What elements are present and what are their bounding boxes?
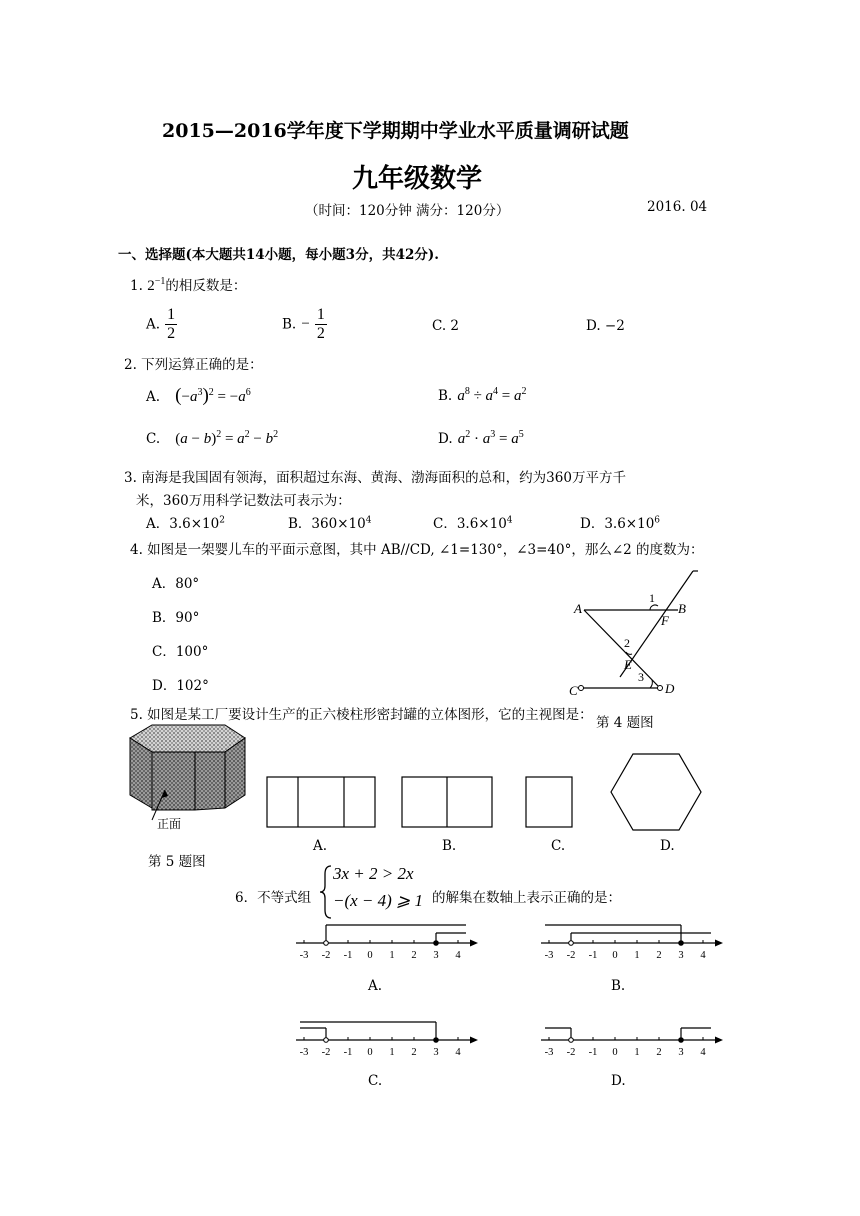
q4-figure-caption: 第 4 题图 — [596, 715, 654, 731]
option-4d[interactable]: D．102° — [152, 678, 209, 694]
tick-label: -3 — [544, 950, 554, 961]
tick-label: -2 — [321, 1047, 331, 1058]
endpoint-dot — [679, 941, 684, 946]
option-4c[interactable]: C．100° — [152, 644, 209, 660]
tick-label: -2 — [321, 950, 331, 961]
question-3-line-1: 3. 南海是我国固有领海，面积超过东海、黄海、渤海面积的总和，约为360万平方千 — [124, 470, 626, 486]
system-line-2: −(x − 4) ⩾ 1 — [333, 891, 424, 910]
question-3-line-2: 米，360万用科学记数法可表示为： — [136, 493, 351, 509]
axis-arrow — [470, 940, 478, 947]
exam-date: 2016. 04 — [647, 199, 708, 215]
exam-info: （时间：120分钟 满分：120分） — [305, 203, 510, 219]
tick-label: 3 — [433, 1047, 439, 1058]
option-5a-figure[interactable] — [265, 775, 377, 829]
tick-label: 2 — [656, 1047, 662, 1058]
tick-label: -1 — [343, 950, 353, 961]
math-expression: $(-a^3)^2 = -a^6$ — [175, 385, 251, 406]
option-2d[interactable] — [438, 428, 524, 448]
option-3b[interactable]: B．$360\times 10^4$ — [288, 515, 372, 532]
point-label-f: F — [661, 613, 669, 628]
question-1-stem: 的相反数是： — [165, 278, 247, 294]
q5-figure-caption: 第 5 题图 — [148, 854, 206, 870]
tick-label: 4 — [455, 1047, 461, 1058]
number-line-d[interactable] — [535, 1012, 725, 1082]
angle-label-2: 2 — [624, 636, 630, 650]
tick-label: 2 — [411, 950, 417, 961]
tick-label: -1 — [588, 950, 598, 961]
option-2b[interactable] — [438, 385, 527, 405]
question-6-suffix: 的解集在数轴上表示正确的是： — [432, 890, 621, 906]
option-label: D. — [438, 431, 453, 447]
option-2c[interactable] — [146, 428, 278, 448]
tick-label: 0 — [367, 950, 373, 961]
tick-label: 3 — [433, 950, 439, 961]
system-line-1: 3x + 2 > 2x — [333, 864, 414, 883]
option-5d-figure[interactable] — [608, 750, 704, 834]
question-2: 2. 下列运算正确的是： — [124, 357, 263, 373]
tick-label: 3 — [678, 1047, 684, 1058]
point-label-e: E — [624, 657, 632, 672]
tick-label: -3 — [299, 950, 309, 961]
math-expression: $a^8 \div a^4 = a^2$ — [457, 386, 527, 404]
endpoint-dot — [569, 1038, 574, 1043]
tick-label: 4 — [455, 950, 461, 961]
endpoint-dot — [679, 1038, 684, 1043]
option-1d[interactable]: D. −2 — [586, 318, 625, 334]
tick-label: -3 — [299, 1047, 309, 1058]
option-5a-label[interactable]: A. — [313, 838, 328, 854]
option-1b[interactable] — [282, 306, 327, 343]
tick-label: 1 — [634, 1047, 640, 1058]
option-5c-figure[interactable] — [524, 775, 574, 829]
axis-arrow — [715, 1037, 723, 1044]
point-label-b: B — [678, 601, 686, 616]
axis-arrow — [715, 940, 723, 947]
question-1-number: 1. — [130, 278, 143, 294]
option-6a-label[interactable]: A. — [368, 978, 383, 994]
number-line-a[interactable] — [290, 915, 480, 985]
number-line-c[interactable] — [290, 1012, 480, 1082]
question-6-prefix: 6．不等式组 — [235, 890, 312, 906]
tick-label: -1 — [588, 1047, 598, 1058]
endpoint-dot — [569, 941, 574, 946]
point-label-d: D — [665, 681, 675, 696]
point-label-c: C — [569, 683, 578, 698]
option-5b-figure[interactable] — [400, 775, 494, 829]
tick-label: 0 — [612, 950, 618, 961]
endpoint-dot — [434, 941, 439, 946]
option-6d-label[interactable]: D. — [611, 1073, 626, 1089]
tick-label: 2 — [656, 950, 662, 961]
tick-label: 0 — [612, 1047, 618, 1058]
fraction: $\frac{1}{2}$ — [316, 306, 325, 342]
tick-label: -3 — [544, 1047, 554, 1058]
axis-arrow — [470, 1037, 478, 1044]
option-label: C. — [146, 431, 161, 447]
angle-label-3: 3 — [638, 670, 644, 684]
option-4a[interactable]: A．80° — [152, 576, 200, 592]
tick-label: -2 — [566, 950, 576, 961]
front-label: 正面 — [157, 817, 182, 831]
option-2a[interactable] — [146, 385, 251, 407]
hexagonal-prism-figure — [125, 720, 255, 835]
option-label: A. — [146, 389, 161, 405]
option-label: B. — [438, 388, 453, 404]
option-5c-label[interactable]: C. — [551, 838, 566, 854]
subject-title: 九年级数学 — [352, 164, 483, 194]
question-4: 4. 如图是一架婴儿车的平面示意图，其中 AB//CD, ∠1=130°，∠3=40°，那么∠2 的度数为： — [130, 542, 704, 558]
option-4b[interactable]: B．90° — [152, 610, 200, 626]
option-6b-label[interactable]: B. — [611, 978, 626, 994]
fraction: $\frac{1}{2}$ — [167, 306, 176, 342]
tick-label: -1 — [343, 1047, 353, 1058]
option-6c-label[interactable]: C. — [368, 1073, 383, 1089]
option-5b-label[interactable]: B. — [442, 838, 457, 854]
option-1c[interactable]: C. 2 — [432, 318, 460, 334]
tick-label: 2 — [411, 1047, 417, 1058]
endpoint-dot — [324, 1038, 329, 1043]
tick-label: -2 — [566, 1047, 576, 1058]
system-brace — [319, 864, 333, 920]
option-label: A. — [146, 316, 161, 333]
tick-label: 4 — [700, 950, 706, 961]
math-expression: $2^{-1}$ — [147, 276, 166, 294]
option-3c[interactable]: C．$3.6\times 10^4$ — [433, 515, 513, 532]
option-label: B. — [282, 316, 297, 333]
endpoint-dot — [434, 1038, 439, 1043]
question-5: 5. 如图是某工厂要设计生产的正六棱柱形密封罐的立体图形，它的主视图是： — [130, 707, 593, 723]
endpoint-dot — [324, 941, 329, 946]
math-expression: $a^2 \cdot a^3 = a^5$ — [457, 429, 524, 447]
angle-label-1: 1 — [649, 591, 655, 605]
minus-sign: − — [301, 316, 310, 332]
tick-label: 1 — [389, 1047, 395, 1058]
q4-stroller-figure — [560, 565, 710, 705]
tick-label: 4 — [700, 1047, 706, 1058]
exam-title: 2015—2016学年度下学期期中学业水平质量调研试题 — [162, 120, 629, 142]
math-expression: $(a - b)^2 = a^2 - b^2$ — [175, 429, 279, 447]
option-3a[interactable]: A．$3.6\times 10^2$ — [146, 515, 225, 532]
tick-label: 1 — [634, 950, 640, 961]
question-1 — [130, 274, 246, 295]
tick-label: 0 — [367, 1047, 373, 1058]
option-1a[interactable] — [146, 306, 177, 343]
number-line-b[interactable] — [535, 915, 725, 985]
option-5d-label[interactable]: D. — [660, 838, 675, 854]
point-label-a: A — [574, 601, 582, 616]
option-3d[interactable]: D．$3.6\times 10^6$ — [580, 515, 661, 532]
tick-label: 1 — [389, 950, 395, 961]
tick-label: 3 — [678, 950, 684, 961]
section-heading: 一、选择题(本大题共14小题，每小题3分，共42分). — [118, 247, 439, 263]
